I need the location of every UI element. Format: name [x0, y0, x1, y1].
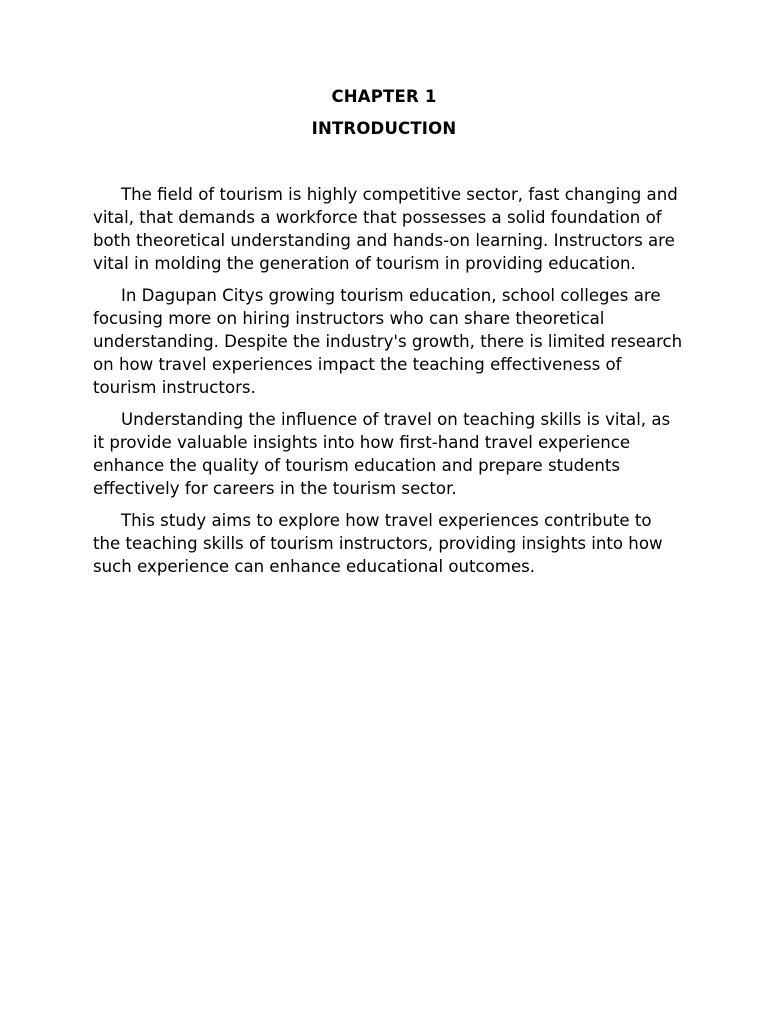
paragraph-3: Understanding the influence of travel on teaching skills is vital, as it provide valuable insights into how first-hand travel experience enhance the quality of tourism education and prepare students effectively for careers in the tourism sector. [93, 410, 671, 498]
paragraph-4: This study aims to explore how travel experiences contribute to the teaching skills of tourism instructors, providing insights into how such experience can enhance educational outcomes. [93, 511, 663, 576]
body-text [93, 183, 683, 587]
paragraph-1: The field of tourism is highly competitive sector, fast changing and vital, that demands a workforce that possesses a solid foundation of both theoretical understanding and hands-on learning. Instructors are vital in molding the generation of tourism in providing education. [93, 185, 678, 273]
chapter-label: CHAPTER 1 [331, 87, 437, 106]
paragraph-2: In Dagupan Citys growing tourism education, school colleges are focusing more on hiring instructors who can share theoretical understanding. Despite the industry's growth, there is limited research on how travel experiences impact the teaching effectiveness of tourism instructors. [93, 286, 683, 397]
section-title: INTRODUCTION [311, 119, 457, 138]
